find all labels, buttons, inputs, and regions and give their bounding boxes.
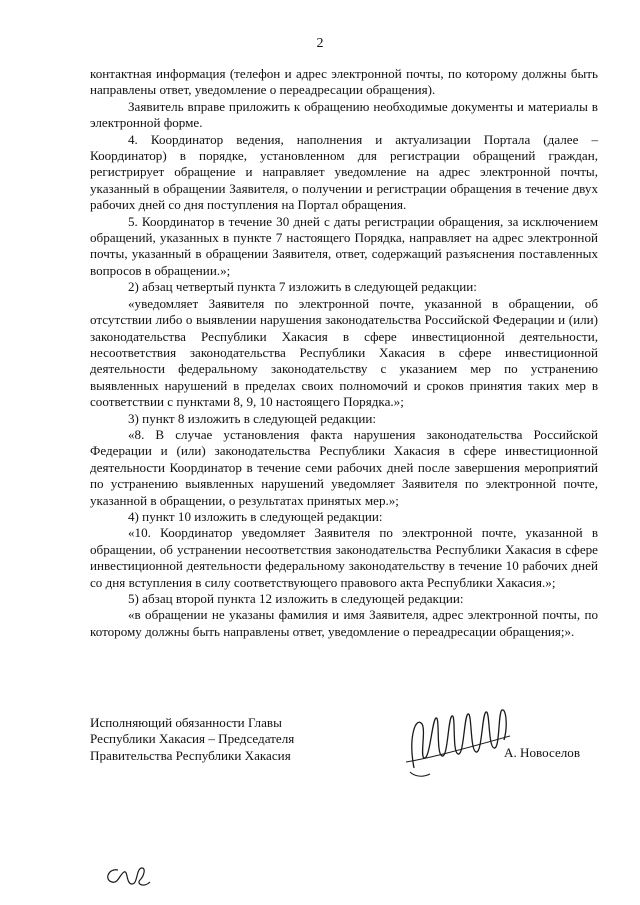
handwritten-signature [400, 696, 520, 786]
signatory-title-line-1: Исполняющий обязанности Главы [90, 715, 282, 730]
paragraph-1: контактная информация (телефон и адрес электронной почты, по которому должны быть направлены ответ, уведомление о переадресации обращения). [90, 66, 598, 98]
paragraph-9: 4) пункт 10 изложить в следующей редакции: [128, 508, 383, 524]
paragraph-4: 5. Координатор в течение 30 дней с даты регистрации обращения, за исключением обращений, указанных в пункте 7 настоящего Порядка, направляет на адрес электронной почты, указанный в обращении Заявителя, ответ, содержащий разъяснения поставленных вопросов в обращении.»; [90, 213, 598, 278]
signatory-name: А. Новоселов [504, 745, 581, 760]
paragraph-7: 3) пункт 8 изложить в следующей редакции: [128, 410, 376, 426]
paragraph-11: 5) абзац второй пункта 12 изложить в следующей редакции: [128, 591, 464, 606]
paragraph-8: «8. В случае установления факта нарушения законодательства Российской Федерации и (или) законодательства Республики Хакасия в сфере инвестиционной деятельности Координатор в течение семи рабочих дней после завершения мероприятий по устранению выявленных нарушений уведомляет Заявителя по электронной почте, указанной в обращении, о результатах принятых мер.»; [90, 426, 598, 508]
document-body [90, 66, 598, 640]
paragraph-3: 4. Координатор ведения, наполнения и актуализации Портала (далее – Координатор) в порядке, установленном для регистрации обращений граждан, регистрирует обращение и направляет уведомление на адрес электронной почты, указанный в обращении Заявителя, о получении и регистрации обращения в течение двух рабочих дней со дня поступления на Портал обращения. [90, 131, 598, 213]
signatory-title [90, 715, 390, 764]
page-number: 2 [316, 36, 324, 51]
signatory-title-line-2: Республики Хакасия – Председателя [90, 731, 295, 747]
paragraph-2: Заявитель вправе приложить к обращению необходимые документы и материалы в электронной форме. [90, 98, 598, 131]
paragraph-12: «в обращении не указаны фамилия и имя Заявителя, адрес электронной почты, по которому должны быть направлены ответ, уведомление о переадресации обращения;». [90, 607, 598, 639]
handwritten-initials [98, 862, 158, 892]
paragraph-5: 2) абзац четвертый пункта 7 изложить в следующей редакции: [128, 279, 477, 295]
signatory-title-line-3: Правительства Республики Хакасия [90, 747, 291, 763]
paragraph-6: «уведомляет Заявителя по электронной почте, указанной в обращении, об отсутствии либо о выявлении нарушения законодательства Российской Федерации и (или) законодательства Республики Хакасия в сфере инвестиционной деятельности, несоответствия законодательства Республики Хакасия в сфере инвестиционной деятельности федеральному законодательству с указанием мер по устранению выявленных нарушений в пределах своих полномочий и сроков принятия таких мер в соответствии с пунктами 8, 9, 10 настоящего Порядка.»; [90, 295, 598, 410]
paragraph-10: «10. Координатор уведомляет Заявителя по электронной почте, указанной в обращении, об устранении несоответствия законодательства Республики Хакасия в сфере инвестиционной деятельности федеральному законодательству в течение 10 рабочих дней со дня вступления в силу соответствующего правового акта Республики Хакасия.»; [90, 525, 598, 590]
